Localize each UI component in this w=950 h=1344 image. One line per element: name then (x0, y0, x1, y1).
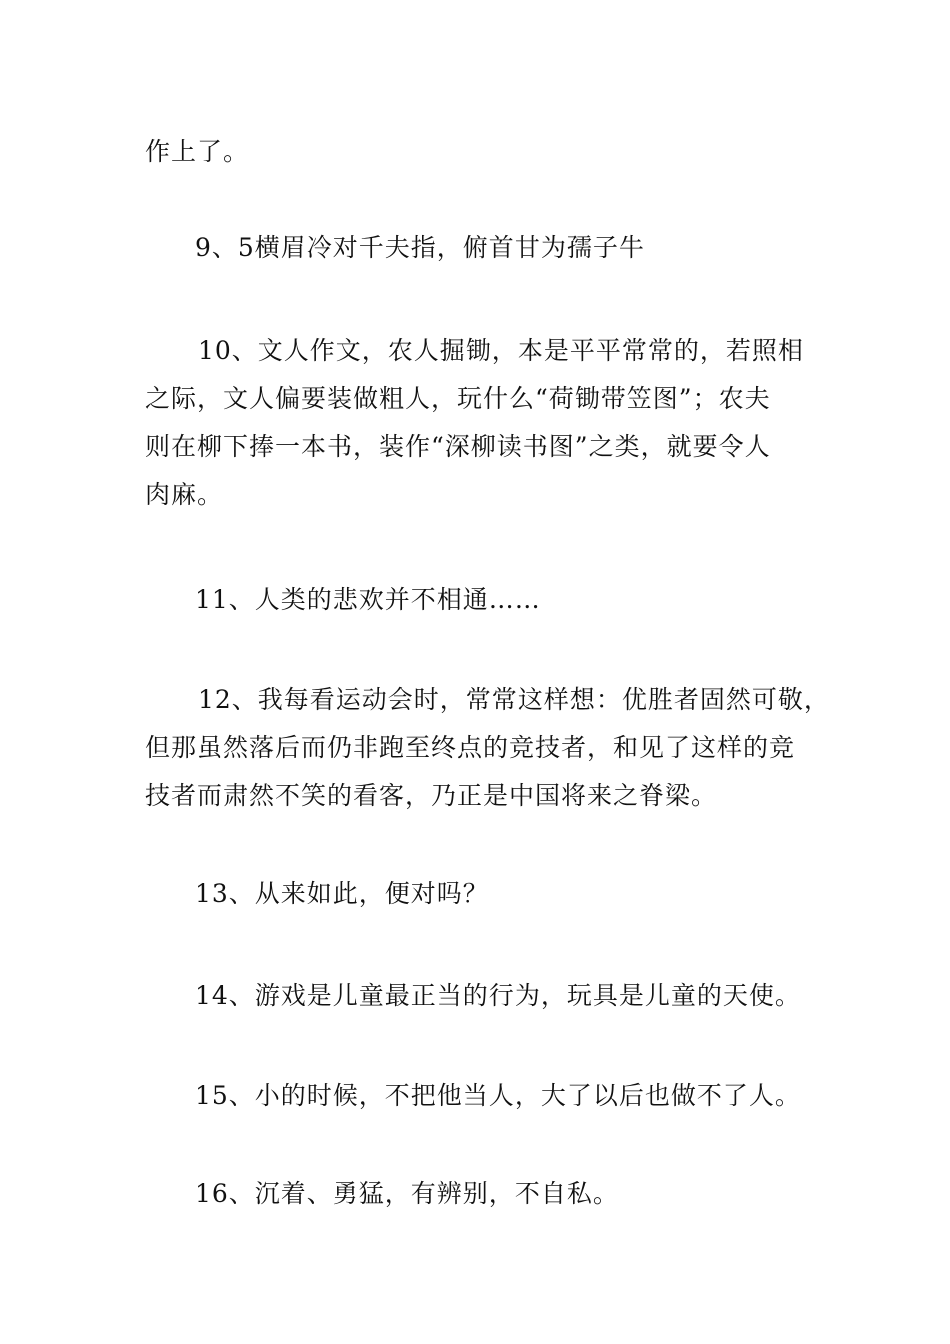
paragraph-quote-10 (145, 327, 825, 519)
text-line: 但那虽然落后而仍非跑至终点的竞技者，和见了这样的竞 (145, 733, 796, 762)
text-line: 14、游戏是儿童最正当的行为，玩具是儿童的天使。 (195, 981, 801, 1010)
text-line: 15、小的时候，不把他当人，大了以后也做不了人。 (195, 1081, 801, 1110)
paragraph-quote-9 (195, 224, 875, 272)
paragraph-quote-12 (145, 676, 830, 820)
paragraph-quote-13 (195, 870, 875, 918)
text-line: 技者而肃然不笑的看客，乃正是中国将来之脊梁。 (145, 781, 718, 810)
text-line: 则在柳下捧一本书，装作“深柳读书图”之类，就要令人 (145, 432, 771, 461)
paragraph-quote-15 (195, 1072, 875, 1120)
paragraph-quote-16 (195, 1170, 875, 1218)
text-line: 11、人类的悲欢并不相通…… (195, 585, 541, 614)
text-line: 作上了。 (145, 137, 250, 166)
text-line: 9、5横眉冷对千夫指，俯首甘为孺子牛 (195, 233, 645, 262)
paragraph-quote-14 (195, 972, 875, 1020)
text-line: 12、我每看运动会时，常常这样想：优胜者固然可敬， (198, 685, 830, 714)
text-line: 13、从来如此，便对吗？ (195, 879, 489, 908)
paragraph-continuation (145, 128, 825, 176)
text-line: 10、文人作文，农人掘锄，本是平平常常的，若照相 (198, 336, 804, 365)
text-line: 肉麻。 (145, 480, 224, 509)
paragraph-quote-11 (195, 576, 875, 624)
text-line: 16、沉着、勇猛，有辨别，不自私。 (195, 1179, 619, 1208)
text-line: 之际，文人偏要装做粗人，玩什么“荷锄带笠图”；农夫 (145, 384, 771, 413)
